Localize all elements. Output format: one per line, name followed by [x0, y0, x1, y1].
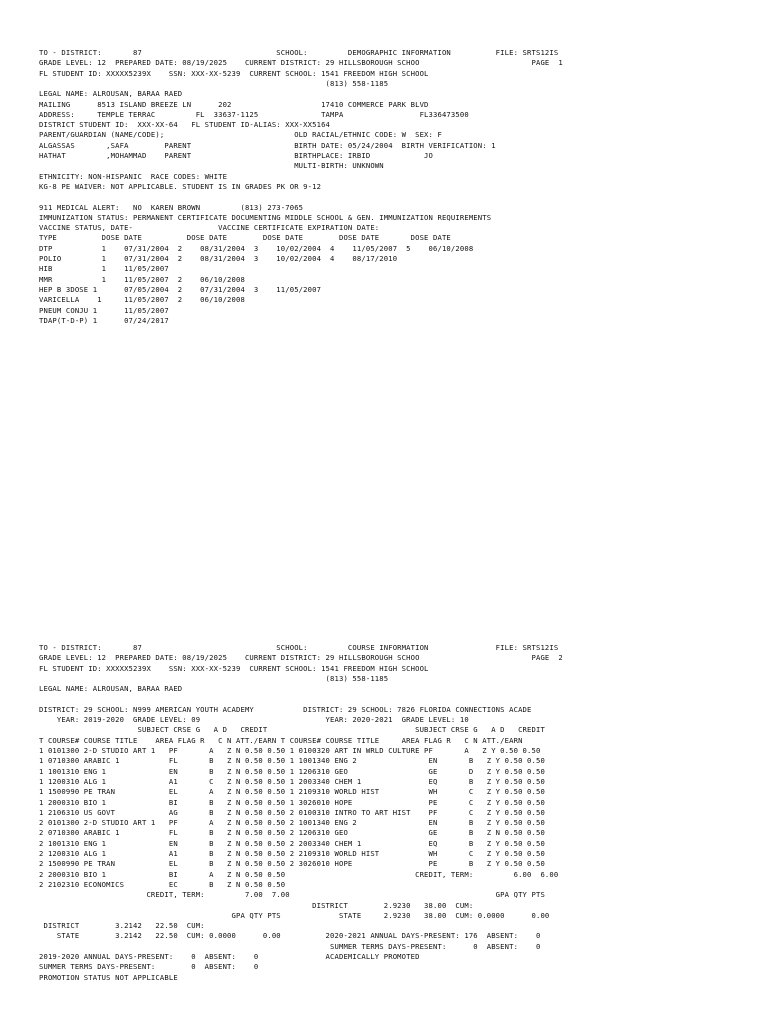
report-line: CREDIT, TERM: 7.00 7.00 GPA QTY PTS	[39, 890, 545, 899]
report-line: ETHNICITY: NON-HISPANIC RACE CODES: WHITE	[39, 171, 228, 181]
report-line: 1 0101300 2-D STUDIO ART 1 PF A Z N 0.50 0.50 1 0100320 ART IN WRLD CULTURE PF A Z Y 0.50 0.50	[39, 746, 541, 755]
report-line: TO - DISTRICT: 87 SCHOOL: COURSE INFORMATION FILE: SRTS12IS	[39, 643, 559, 652]
report-line: 2 1500990 PE TRAN EL B Z N 0.50 0.50 2 3026010 HOPE PE B Z Y 0.50 0.50	[39, 859, 545, 869]
report-line: HIB 1 11/05/2007	[39, 264, 169, 274]
report-line: TO - DISTRICT: 87 SCHOOL: DEMOGRAPHIC INFORMATION FILE: SRTS12IS	[39, 48, 559, 57]
report-line: TYPE DOSE DATE DOSE DATE DOSE DATE DOSE DATE DOSE DATE	[39, 233, 451, 243]
report-line: HATHAT ,MOHAMMAD PARENT BIRTHPLACE: IRBID JO	[39, 151, 433, 160]
report-line: MAILING 8513 ISLAND BREEZE LN 202 17410 COMMERCE PARK BLVD	[39, 99, 429, 109]
report-line: 1 1200310 ALG 1 A1 C Z N 0.50 0.50 1 2003340 CHEM 1 EQ B Z Y 0.50 0.50	[39, 777, 545, 786]
report-line: PNEUM CONJU 1 11/05/2007	[39, 305, 169, 315]
report-line: 2 2000310 BIO 1 BI A Z N 0.50 0.50 CREDIT, TERM: 6.00 6.00	[39, 869, 559, 879]
report-line: DTP 1 07/31/2004 2 08/31/2004 3 10/02/2004 4 11/05/2007 5 06/10/2008	[39, 243, 474, 253]
report-line: 1 2000310 BIO 1 BI B Z N 0.50 0.50 1 3026010 HOPE PE C Z Y 0.50 0.50	[39, 797, 545, 807]
report-line: 2 1200310 ALG 1 A1 B Z N 0.50 0.50 2 2109310 WORLD HIST WH C Z Y 0.50 0.50	[39, 849, 545, 858]
report-line: 1 2106310 US GOVT AG B Z N 0.50 0.50 2 0100310 INTRO TO ART HIST PF C Z Y 0.50 0.50	[39, 808, 545, 817]
report-line: STATE 3.2142 22.50 CUM: 0.0000 0.00 2020-2021 ANNUAL DAYS-PRESENT: 176 ABSENT: 0	[39, 931, 541, 941]
report-line: T COURSE# COURSE TITLE AREA FLAG R C N ATT./EARN T COURSE# COURSE TITLE AREA FLAG R C N ATT./EARN	[39, 735, 523, 745]
report-line: GRADE LEVEL: 12 PREPARED DATE: 08/19/2025 CURRENT DISTRICT: 29 HILLSBOROUGH SCHOO PAGE 1	[39, 58, 563, 68]
report-line: DISTRICT STUDENT ID: XXX-XX-64 FL STUDENT ID-ALIAS: XXX-XX5164	[39, 120, 331, 129]
report-line: SUMMER TERMS DAYS-PRESENT: 0 ABSENT: 0	[39, 962, 259, 972]
report-line: DISTRICT 2.9230 38.00 CUM:	[39, 900, 474, 910]
report-line: LEGAL NAME: ALROUSAN, BARAA RAED	[39, 684, 183, 693]
report-line: KG-8 PE WAIVER: NOT APPLICABLE. STUDENT IS IN GRADES PK OR 9-12	[39, 182, 322, 191]
report-line: (813) 558-1185	[39, 79, 389, 88]
report-line: GPA QTY PTS STATE 2.9230 38.00 CUM: 0.0000 0.00	[39, 911, 550, 920]
report-line: (813) 558-1185	[39, 674, 389, 683]
report-line: 1 0710300 ARABIC 1 FL B Z N 0.50 0.50 1 1001340 ENG 2 EN B Z Y 0.50 0.50	[39, 756, 545, 766]
report-line: SUBJECT CRSE G A D CREDIT SUBJECT CRSE G A D CREDIT	[39, 725, 545, 735]
report-line: ALGASSAS ,SAFA PARENT BIRTH DATE: 05/24/2004 BIRTH VERIFICATION: 1	[39, 140, 496, 150]
report-line: HEP B 3DOSE 1 07/05/2004 2 07/31/2004 3 11/05/2007	[39, 285, 322, 294]
report-line: YEAR: 2019-2020 GRADE LEVEL: 09 YEAR: 2020-2021 GRADE LEVEL: 10	[39, 715, 469, 724]
report-line: IMMUNIZATION STATUS: PERMANENT CERTIFICATE DOCUMENTING MIDDLE SCHOOL & GEN. IMMUNIZATION REQUIREMENTS	[39, 213, 492, 222]
report-line: 2 0101300 2-D STUDIO ART 1 PF A Z N 0.50 0.50 2 1001340 ENG 2 EN B Z Y 0.50 0.50	[39, 818, 545, 827]
report-line: PROMOTION STATUS NOT APPLICABLE	[39, 972, 178, 982]
report-line: LEGAL NAME: ALROUSAN, BARAA RAED	[39, 89, 183, 98]
report-line: 2019-2020 ANNUAL DAYS-PRESENT: 0 ABSENT: 0 ACADEMICALLY PROMOTED	[39, 952, 420, 961]
report-line: GRADE LEVEL: 12 PREPARED DATE: 08/19/2025 CURRENT DISTRICT: 29 HILLSBOROUGH SCHOO PAGE 2	[39, 653, 563, 663]
report-line: VACCINE STATUS, DATE- VACCINE CERTIFICATE EXPIRATION DATE:	[39, 223, 380, 232]
report-line: 2 0710300 ARABIC 1 FL B Z N 0.50 0.50 2 1206310 GEO GE B Z N 0.50 0.50	[39, 828, 545, 838]
report-line: 1 1500990 PE TRAN EL A Z N 0.50 0.50 1 2109310 WORLD HIST WH C Z Y 0.50 0.50	[39, 787, 545, 796]
report-line: POLIO 1 07/31/2004 2 08/31/2004 3 10/02/2004 4 08/17/2010	[39, 254, 398, 263]
report-line: MMR 1 11/05/2007 2 06/10/2008	[39, 274, 245, 284]
report-line: TDAP(T-D-P) 1 07/24/2017	[39, 316, 169, 325]
report-line: FL STUDENT ID: XXXXX5239X SSN: XXX-XX-5239 CURRENT SCHOOL: 1541 FREEDOM HIGH SCHOOL	[39, 68, 429, 78]
report-line: 2 2102310 ECONOMICS EC B Z N 0.50 0.50	[39, 880, 286, 889]
report-line: 2 1001310 ENG 1 EN B Z N 0.50 0.50 2 2003340 CHEM 1 EQ B Z Y 0.50 0.50	[39, 838, 545, 848]
report-line: SUMMER TERMS DAYS-PRESENT: 0 ABSENT: 0	[39, 941, 541, 951]
report-line: FL STUDENT ID: XXXXX5239X SSN: XXX-XX-5239 CURRENT SCHOOL: 1541 FREEDOM HIGH SCHOOL	[39, 663, 429, 673]
report-line: 911 MEDICAL ALERT: NO KAREN BROWN (813) 273-7065	[39, 202, 304, 212]
report-line: PARENT/GUARDIAN (NAME/CODE); OLD RACIAL/ETHNIC CODE: W SEX: F	[39, 130, 442, 140]
report-line: ADDRESS: TEMPLE TERRAC FL 33637-1125 TAMPA FL336473500	[39, 110, 469, 119]
report-line: MULTI-BIRTH: UNKNOWN	[39, 161, 384, 171]
report-line: DISTRICT 3.2142 22.50 CUM:	[39, 921, 205, 930]
report-line: VARICELLA 1 11/05/2007 2 06/10/2008	[39, 295, 245, 304]
report-line: 1 1001310 ENG 1 EN B Z N 0.50 0.50 1 1206310 GEO GE D Z Y 0.50 0.50	[39, 766, 545, 776]
report-line: DISTRICT: 29 SCHOOL: N999 AMERICAN YOUTH ACADEMY DISTRICT: 29 SCHOOL: 7826 FLORIDA CONNECTIONS ACADE	[39, 705, 532, 714]
